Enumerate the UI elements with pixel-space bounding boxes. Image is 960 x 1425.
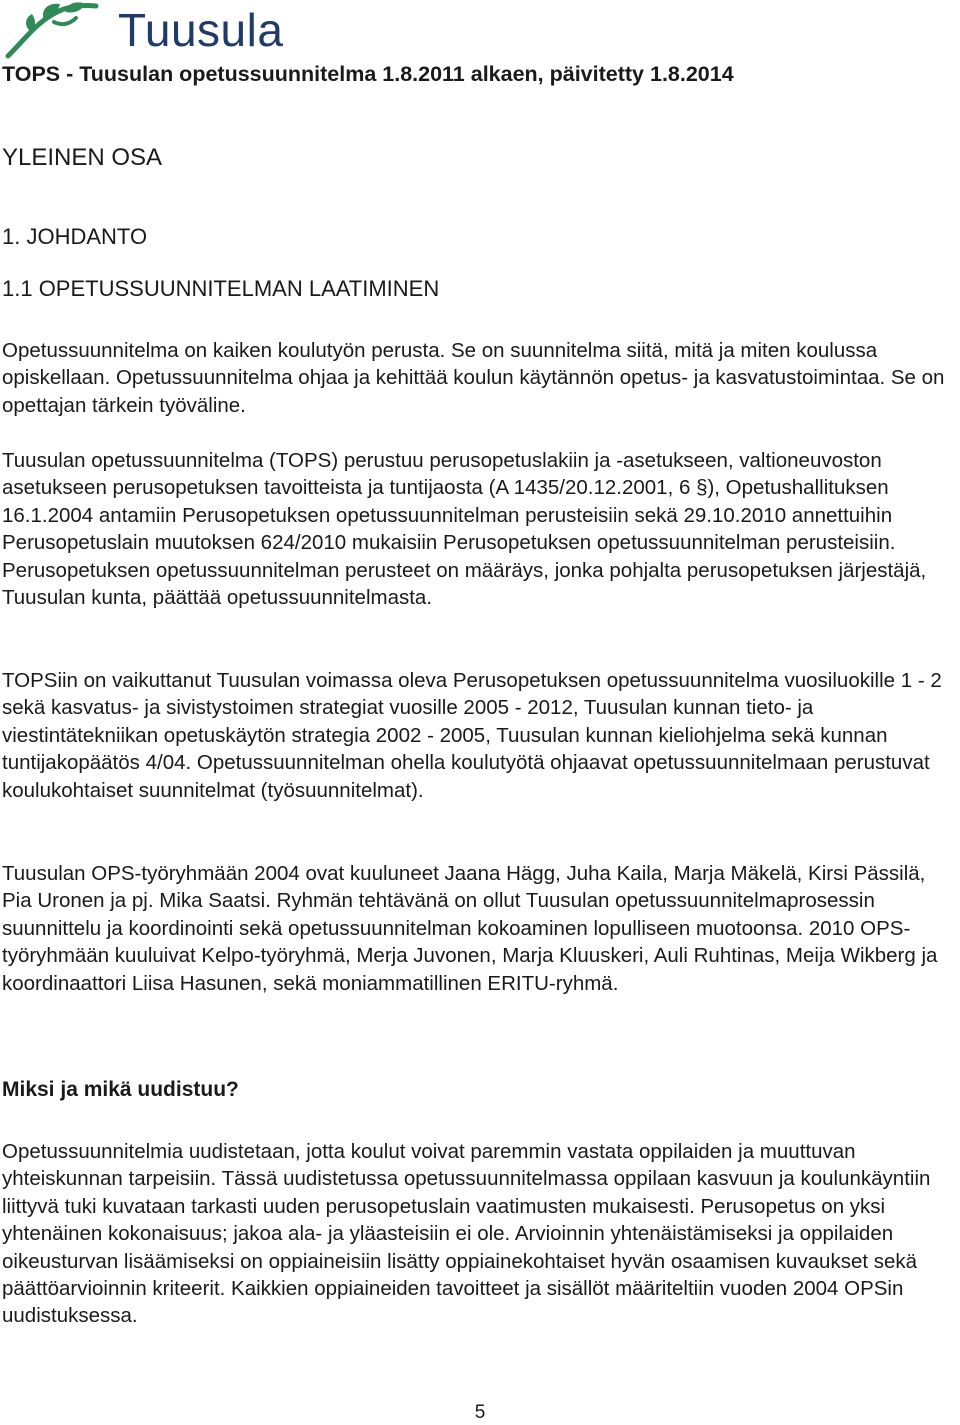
section-heading: 1.1 OPETUSSUUNNITELMAN LAATIMINEN (2, 276, 440, 301)
paragraph: Tuusulan OPS-työryhmään 2004 ovat kuuluneet Jaana Hägg, Juha Kaila, Marja Mäkelä, Kirsi Pässilä, Pia Uronen ja pj. Mika Saatsi. Ryhmän tehtävänä on ollut Tuusulan opetussuunnitelmaprosessin suunnittelu ja koordinointi sekä opetussuunnitelman kokoaminen lopulliseen muotoonsa. 2010 OPS-työryhmään kuuluivat Kelpo-työryhmä, Merja Juvonen, Marja Kluuskeri, Auli Ruhtinas, Meija Wikberg ja koordinaattori Liisa Hasunen, sekä moniammatillinen ERITU-ryhmä. (2, 862, 938, 995)
paragraph: Opetussuunnitelma on kaiken koulutyön perusta. Se on suunnitelma siitä, mitä ja miten koulussa opiskellaan. Opetussuunnitelma ohjaa ja kehittää koulun käytännön opetus- ja kasvatustoimintaa. Se on opettajan tärkein työväline. (2, 339, 945, 417)
paragraph: TOPSiin on vaikuttanut Tuusulan voimassa oleva Perusopetuksen opetussuunnitelma vuosiluokille 1 - 2 sekä kasvatus- ja sivistystoimen strategiat vuosille 2005 - 2012, Tuusulan kunnan tieto- ja viestintätekniikan opetuskäytön strategia 2002 - 2005, Tuusulan kunnan kieliohjelma sekä kunnan tuntijakopäätös 4/04. Opetussuunnitelman ohella koulutyötä ohjaavat opetussuunnitelmaan perustuvat koulukohtaiset suunnitelmat (työsuunnitelmat). (2, 669, 942, 802)
document-title: TOPS - Tuusulan opetussuunnitelma 1.8.2011 alkaen, päivitetty 1.8.2014 (2, 62, 734, 86)
page-number: 5 (474, 1402, 486, 1423)
paragraph: Tuusulan opetussuunnitelma (TOPS) perustuu perusopetuslakiin ja -asetukseen, valtioneuvoston asetukseen perusopetuksen tavoitteista ja tuntijaosta (A 1435/20.12.2001, 6 §), Opetushallituksen 16.1.2004 antamiin Perusopetuksen opetussuunnitelman perusteisiin sekä 29.10.2010 annettuihin Perusopetuslain muutoksen 624/2010 mukaisiin Perusopetuksen opetussuunnitelman perusteisiin. Perusopetuksen opetussuunnitelman perusteet on määräys, jonka pohjalta perusopetuksen järjestäjä, Tuusulan kunta, päättää opetussuunnitelmasta. (2, 449, 927, 610)
part-heading: YLEINEN OSA (2, 144, 163, 171)
logo (4, 0, 283, 60)
subheading: Miksi ja mikä uudistuu? (2, 1078, 239, 1101)
logo-text: Tuusula (118, 4, 284, 56)
paragraph: Opetussuunnitelmia uudistetaan, jotta koulut voivat paremmin vastata oppilaiden ja muuttuvan yhteiskunnan tarpeisiin. Tässä uudistetussa opetussuunnitelmassa oppilaan kasvuun ja koulunkäyntiin liittyvä tuki kuvataan tarkasti uuden perusopetuslain vaatimusten mukaisesti. Perusopetus on yksi yhtenäinen kokonaisuus; jakoa ala- ja yläasteisiin ei ole. Arvioinnin yhtenäistämiseksi ja oppilaiden oikeusturvan lisäämiseksi on oppiaineisiin lisätty oppiainekohtaiset hyvän osaamisen kuvaukset sekä päättöarvioinnin kriteerit. Kaikkien oppiaineiden tavoitteet ja sisällöt määriteltiin vuoden 2004 OPSin uudistuksessa. (2, 1140, 931, 1328)
tuusula-leaf-logo-icon (4, 0, 114, 60)
chapter-heading: 1. JOHDANTO (2, 224, 148, 249)
